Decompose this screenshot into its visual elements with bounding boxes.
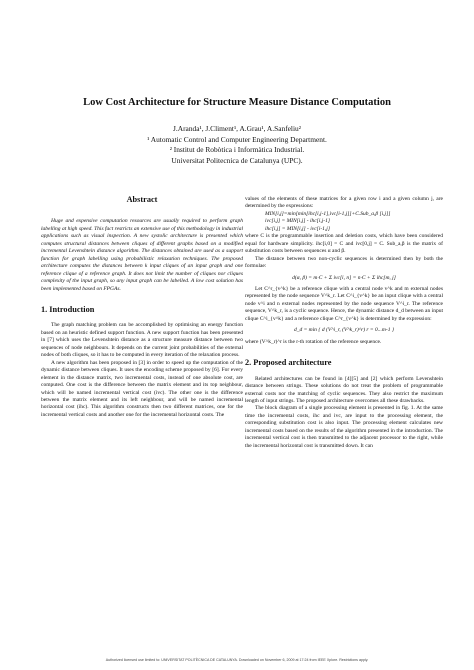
paper-title: Low Cost Architecture for Structure Measure Distance Computation [83, 97, 391, 108]
equation-ivc: ivc[i,j] = MIN[i,j] - ihc[i,j-1] [265, 218, 330, 225]
equation-min: MIN[i,j]=min[min[ihc[i,j-1],ivc[i-1,j]]+C.Sub_a,β [i,j]] [265, 210, 391, 217]
authors-line: J.Aranda¹, J.Climent¹, A.Grau¹, A.Sanfeliu² [173, 124, 301, 133]
license-footer: Authorized licensed use limited to: UNIVERSITAT POLITÈCNICA DE CATALUNYA. Downloaded on November 6, 2009 at 17:24 from IEEE Xplore. Restrictions apply. [105, 658, 369, 662]
author-block [60, 124, 414, 166]
equation-ihc: ihc[i,j] = MIN[i,j] - ivc[i-1,j] [265, 225, 330, 232]
abstract-text: Huge and expensive computation resources are usually required to perform graph labelling at high speed. This fact restricts an extensive use of this methodology in industrial applications such as visual inspection. A new systolic architecture is presented which computes structural distances between cliques of different graphs based on a modified incremental Levenshtein distance algorithm. The distances obtained are used as a support function for graph labelling using probabilistic relaxation techniques. The proposed architecture computes the distances between k input cliques of an input graph and one reference clique of a reference graph. It does not limit the number of cliques nor cliques complexity of the input graph, so any input graph can be labelled. A low cost solution has been implemented based on FPGAs. [41, 218, 243, 292]
proposed-paragraph-2: The block diagram of a single processing element is presented in fig. 1. At the same time the incremental costs, ihc and ivc, are input to the processing element, the corresponding substitution cost is also input. The processing element calculates new incremental costs based on the results of the algorithm presented in the introduction. The incremental vertical cost is then transmitted to the adjacent processor to the right, while the incremental horizontal cost is transmitted down. It can [245, 405, 443, 449]
intro-paragraph-2: A new algorithm has been proposed in [3] in order to speed up the computation of the dynamic distance between cliques. It uses the encoding scheme proposed by [6]. For every element in the distance matrix, two incremental costs, instead of one absolute cost, are computed. One cost is the difference between the matrix element and its top neighbour, which will be named incremental vertical cost (ivc). The other one is the difference between the matrix element and its left neighbour, and will be named incremental horizontal cost (ihc). This algorithm constructs then two different matrices, one for the incremental vertical costs and another one for the incremental horizontal costs. The [41, 359, 243, 418]
affiliation-2: ² Institut de Robòtica i Informàtica Industrial. [169, 145, 305, 155]
where-costs-text: where C is the programmable insertion and deletion costs, which have been considered equal for hardware simplicity. ihc[i,0] = C and ivc[0,j] = C. Sub_a,β is the matrix of substitution costs between sequences α and β. [245, 233, 443, 255]
equation-distance: d(α, β) = m·C + Σ ivc[i, n] = n·C + Σ ihc[m, j] [292, 274, 396, 281]
equation-dynamic-distance: d_d = min { d (V^i_r, (V^k_r)^r) r = 0...m-1 } [293, 327, 395, 334]
matrix-intro-text: values of the elements of these matrices for a given row i and a given column j, are determined by the expressions: [245, 196, 443, 210]
distance-text: The distance between two non-cyclic sequences is determined then by both the formulae: [245, 255, 443, 270]
affiliation-1: ¹ Automatic Control and Computer Engineering Department. [147, 134, 327, 144]
abstract-heading: Abstract [126, 195, 158, 204]
right-column [245, 196, 443, 450]
proposed-paragraph-1: Related architectures can be found in [4][5] and [2] which perform Levenshtein distance between strings. These solutions do not treat the problem of programmable external costs nor the matching of cyclic sequences. They also restrict the maximum length of input strings. The proposed architecture overcomes all these drawbacks. [245, 375, 443, 404]
proposed-architecture-heading: 2. Proposed architecture [245, 358, 332, 368]
left-column [41, 196, 243, 419]
clique-definition-text: Let C^r_{v^k} be a reference clique with a central node v^k and m external nodes represented by the node sequence V^k_r. Let C^i_{v^k} be an input clique with a central node v^i and n external nodes represented by the node sequence V^i_r. The reference sequence, V^k_r, is a cyclic sequence. Hence, the dynamic distance d_d between an input clique C^i_{v^k} and a reference clique C^r_{v^k} is determined by the expression: [245, 285, 443, 322]
introduction-heading: 1. Introduction [41, 304, 95, 314]
affiliation-3: Universitat Politecnica de Catalunya (UPC). [171, 155, 303, 165]
intro-paragraph-1: The graph matching problem can be accomplished by optimising an energy function based on an heuristic defined support function. A new support function has been presented in [7] which uses the Levenshtein distance as a structure measure distance between two sequences of node neighbours. It depends on the current joint probabilities of the external nodes of both cliques, so it has to be computed in every iteration of the relaxation process. [41, 322, 243, 359]
rotation-text: where (V^k_r)^r is the r-th rotation of the reference sequence. [245, 338, 382, 345]
